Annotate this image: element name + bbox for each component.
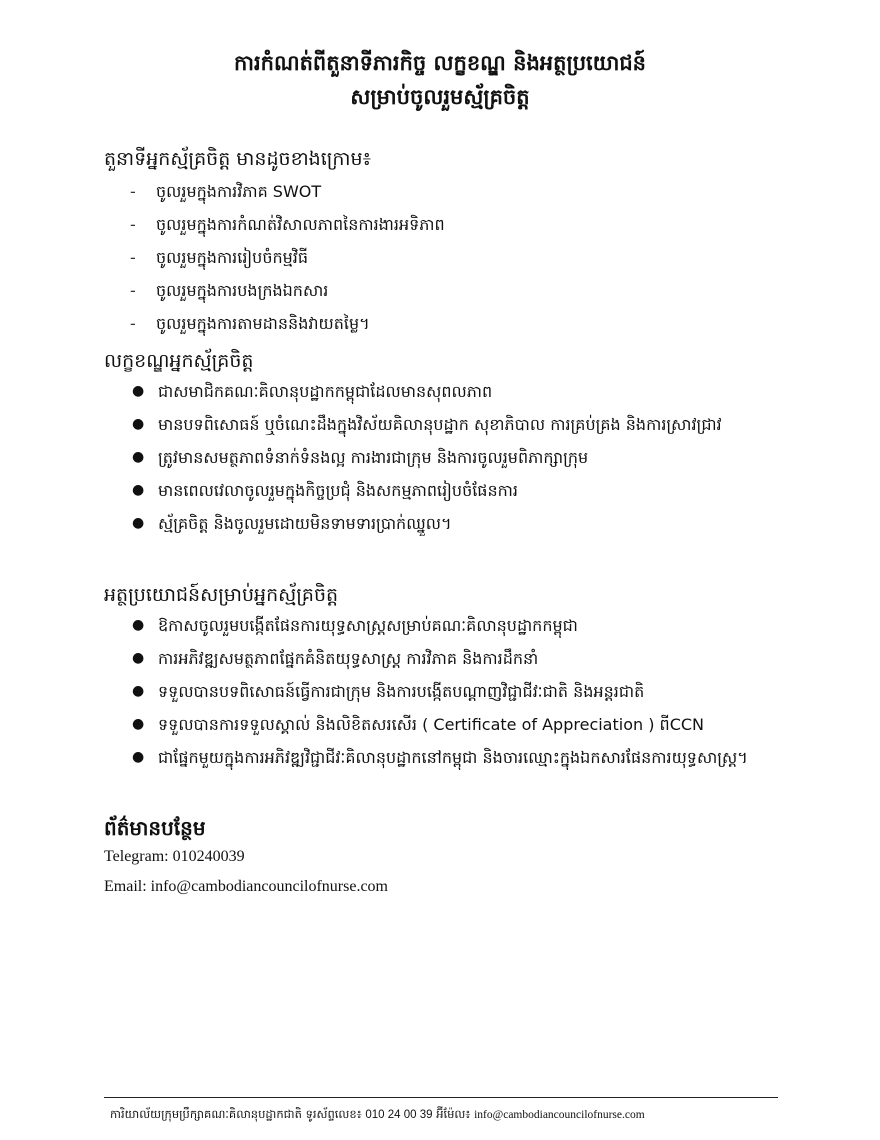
footer-email-label: អ៊ីម៉ែល៖ — [436, 1107, 471, 1121]
qualifications-heading: លក្ខខណ្ឌអ្នកស្ម័គ្រចិត្ត — [104, 350, 254, 372]
list-item — [132, 508, 782, 539]
list-item — [132, 676, 782, 707]
role-item-text: ចូលរួមក្នុងការតាមដាននិងវាយតម្លៃ។ — [156, 314, 370, 333]
dash-marker: - — [130, 182, 136, 201]
qualification-item-text: មានពេលវេលាចូលរួមក្នុងកិច្ចប្រជុំ និងសកម្មភាពរៀបចំផែនការ — [158, 481, 518, 500]
benefit-item-text: ទទួលបានការទទួលស្គាល់ និងលិខិតសរសើរ ( Certificate of Appreciation ) ពីCCN — [158, 715, 705, 734]
bullet-marker: ● — [132, 683, 145, 699]
document-title-line-2: សម្រាប់ចូលរួមស្ម័គ្រចិត្ត — [350, 85, 530, 109]
role-item-text: ចូលរួមក្នុងការកំណត់វិសាលភាពនៃការងារអទិភាព — [156, 215, 445, 234]
dash-marker: - — [130, 281, 136, 300]
qualifications-list — [132, 376, 782, 541]
list-item — [132, 643, 782, 674]
benefit-item-text: ការអភិវឌ្ឍសមត្ថភាពផ្នែកគំនិតយុទ្ធសាស្ត្រ ការវិភាគ និងការដឹកនាំ — [158, 649, 539, 668]
dash-marker: - — [130, 215, 136, 234]
bullet-marker: ● — [132, 515, 145, 531]
qualification-item-text: មានបទពិសោធន៍ ឬចំណេះដឹងក្នុងវិស័យគិលានុបដ្ឋាក សុខាភិបាល ការគ្រប់គ្រង និងការស្រាវជ្រាវ — [158, 415, 722, 434]
benefit-item-text: ជាផ្នែកមួយក្នុងការអភិវឌ្ឍវិជ្ជាជីវៈគិលានុបដ្ឋាកនៅកម្ពុជា និងចារឈ្មោះក្នុងឯកសារផែនការយុទ្ធសាស្ត្រ។ — [158, 748, 748, 767]
email-contact: Email: info@cambodiancouncilofnurse.com — [104, 878, 388, 895]
dash-marker: - — [130, 248, 136, 267]
bullet-marker: ● — [132, 383, 145, 399]
benefits-heading: អត្ថប្រយោជន៍សម្រាប់អ្នកស្ម័គ្រចិត្ត — [104, 584, 339, 606]
list-item — [130, 280, 445, 313]
list-item — [132, 742, 782, 773]
bullet-marker: ● — [132, 449, 145, 465]
bullet-marker: ● — [132, 650, 145, 666]
qualification-item-text: ជាសមាជិកគណៈគិលានុបដ្ឋាកកម្ពុជាដែលមានសុពលភាព — [158, 382, 493, 401]
list-item — [132, 709, 782, 740]
role-item-text: ចូលរួមក្នុងការវិភាគ SWOT — [156, 182, 322, 201]
dash-marker: - — [130, 314, 136, 333]
list-item — [132, 475, 782, 506]
bullet-marker: ● — [132, 482, 145, 498]
role-item-text: ចូលរួមក្នុងការរៀបចំកម្មវិធី — [156, 248, 309, 267]
list-item — [130, 247, 445, 280]
qualification-item-text: ស្ម័គ្រចិត្ត និងចូលរួមដោយមិនទាមទារប្រាក់ឈ្នួល។ — [158, 514, 452, 533]
role-item-text: ចូលរួមក្នុងការបងក្រងឯកសារ — [156, 281, 329, 300]
list-item — [132, 610, 782, 641]
list-item — [130, 214, 445, 247]
bullet-marker: ● — [132, 617, 145, 633]
telegram-contact: Telegram: 010240039 — [104, 848, 245, 865]
benefit-item-text: ឱកាសចូលរួមបង្កើតផែនការយុទ្ធសាស្ត្រសម្រាប់គណៈគិលានុបដ្ឋាកកម្ពុជា — [158, 616, 578, 635]
bullet-marker: ● — [132, 416, 145, 432]
benefits-list — [132, 610, 782, 775]
bullet-marker: ● — [132, 749, 145, 765]
bullet-marker: ● — [132, 716, 145, 732]
list-item — [132, 409, 782, 440]
footer — [110, 1107, 780, 1124]
benefit-item-text: ទទួលបានបទពិសោធន៍ធ្វើការជាក្រុម និងការបង្កើតបណ្តាញវិជ្ជាជីវៈជាតិ និងអន្តរជាតិ — [158, 682, 645, 701]
footer-phone: 010 24 00 39 — [365, 1109, 433, 1121]
footer-email: info@cambodiancouncilofnurse.com — [474, 1109, 645, 1121]
qualification-item-text: ត្រូវមានសមត្ថភាពទំនាក់ទំនងល្អ ការងារជាក្រុម និងការចូលរួមពិភាក្សាក្រុម — [158, 448, 589, 467]
document-title-line-1: ការកំណត់ពីតួនាទីភារកិច្ច លក្ខខណ្ឌ និងអត្ថប្រយោជន៍ — [233, 51, 647, 75]
footer-office: ការិយាល័យក្រុមប្រឹក្សាគណៈគិលានុបដ្ឋាកជាតិ — [110, 1107, 302, 1121]
roles-heading: តួនាទីអ្នកស្ម័គ្រចិត្ត មានដូចខាងក្រោម៖ — [104, 148, 371, 170]
list-item — [132, 442, 782, 473]
list-item — [130, 313, 445, 346]
list-item — [132, 376, 782, 407]
footer-phone-label: ទូរស័ព្ទលេខ៖ — [305, 1107, 362, 1121]
list-item — [130, 181, 445, 214]
footer-divider — [104, 1097, 778, 1098]
roles-list — [130, 181, 445, 346]
contact-heading: ព័ត៌មានបន្ថែម — [104, 816, 206, 840]
